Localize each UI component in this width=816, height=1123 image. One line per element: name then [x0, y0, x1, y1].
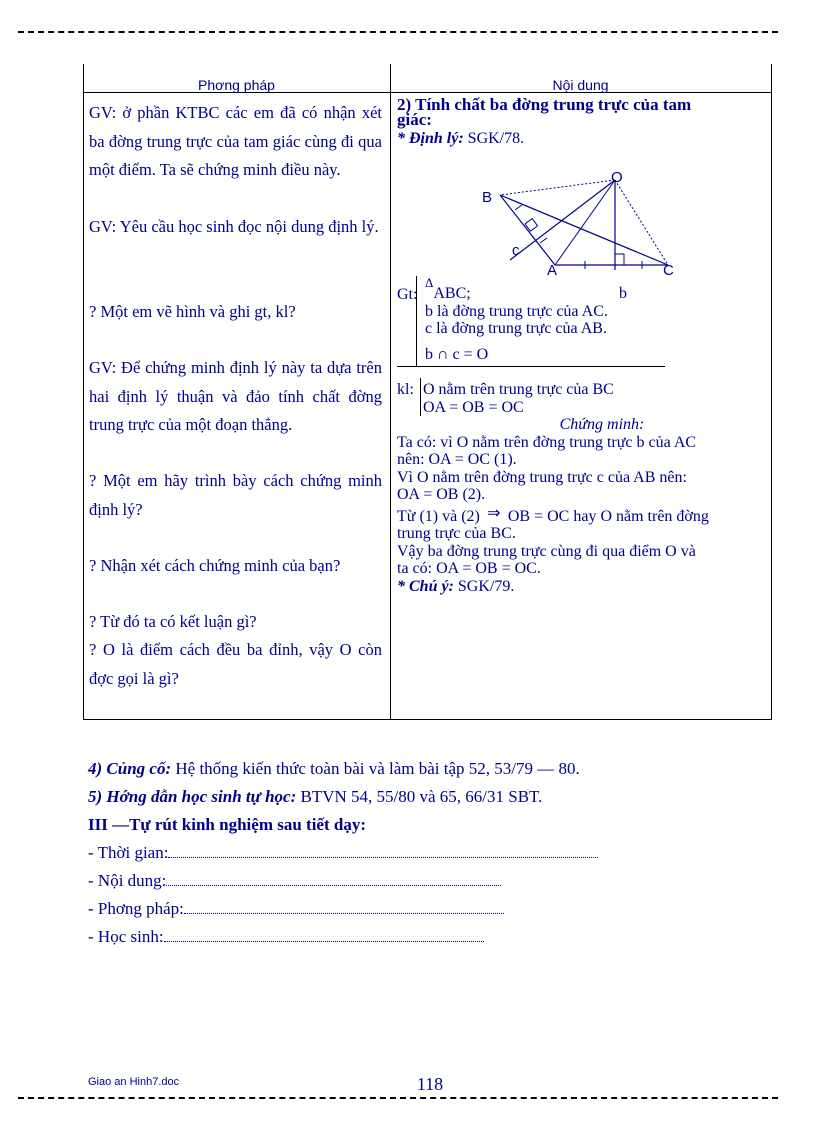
dotted-fill [164, 935, 484, 942]
item-line: - Học sinh: [88, 923, 768, 951]
label-O: O [611, 169, 623, 186]
section3-title: III —Tự rút kinh nghiệm sau tiết dạy: [88, 815, 367, 834]
note-ref: SGK/79. [457, 577, 515, 595]
kl-line: OA = OB = OC [423, 398, 524, 416]
item-line: - Thời gian: [88, 839, 768, 867]
header-left: Phơng pháp [198, 77, 275, 93]
table-left-border [83, 64, 84, 720]
label-b: b [619, 285, 627, 302]
cung-co-text: Hệ thống kiến thức toàn bài và làm bài tập 52, 53/79 — 80. [175, 759, 580, 778]
gt-label: Gt: [397, 286, 418, 303]
label-B: B [482, 189, 493, 206]
note-line [397, 578, 767, 596]
proof-line: Từ (1) và (2) ⇒ OB = OC hay O nằm trên đờng [397, 504, 709, 525]
proof-line: nên: OA = OC (1). [397, 451, 517, 468]
left-paragraph: ? Một em vẽ hình và ghi gt, kl? [89, 302, 296, 321]
gt-line: b là đờng trung trực của AC. [425, 302, 608, 320]
right-column [397, 96, 767, 148]
gt-divider [416, 276, 417, 366]
proof-block [397, 416, 767, 595]
dotted-fill [168, 851, 598, 858]
item-line: - Phơng pháp: [88, 895, 768, 923]
huong-dan-label: 5) Hớng dẫn học sinh tự học: [88, 787, 297, 806]
bottom-section [88, 755, 768, 951]
note-label: * Chú ý: [397, 577, 454, 595]
right-angle-b [615, 254, 624, 265]
proof-line: trung trực của BC. [397, 525, 516, 542]
segment-OC [615, 180, 668, 265]
proof-line: ta có: OA = OB = OC. [397, 560, 541, 577]
proof-line: OA = OB (2). [397, 486, 486, 503]
tick [540, 238, 547, 243]
bisector-c [510, 180, 615, 260]
left-column [89, 99, 382, 693]
tick [515, 205, 522, 210]
table-right-border [771, 64, 772, 720]
proof-line: Vì O nằm trên đờng trung trực c của AB nên: [397, 468, 687, 486]
label-C: C [663, 262, 674, 279]
item-line: - Nội dung: [88, 867, 768, 895]
huong-dan-text: BTVN 54, 55/80 và 65, 66/31 SBT. [300, 787, 543, 806]
gt-line: b ∩ c = O [425, 345, 489, 363]
kl-label: kl: [397, 381, 414, 398]
gt-line: c là đờng trung trực của AB. [425, 320, 607, 337]
left-paragraph: ? Một em hãy trình bày cách chứng minh định lý? [89, 471, 382, 519]
label-c: c [512, 242, 520, 259]
cung-co-label: 4) Củng cố: [88, 759, 172, 778]
footer-filename: Giao an Hinh7.doc [88, 1076, 180, 1088]
huong-dan-line [88, 783, 768, 811]
side-BA [500, 195, 555, 265]
table-bottom-rule [83, 719, 771, 720]
proof-line: Ta có: vì O nằm trên đờng trung trực b của AC [397, 433, 697, 451]
proof-line: Vậy ba đờng trung trực cùng đi qua điểm O và [397, 542, 696, 560]
implies-icon: ⇒ [487, 504, 501, 522]
page-number: 118 [416, 1074, 444, 1094]
label-A: A [547, 262, 558, 279]
section-title-cont: giác: [397, 110, 432, 129]
gt-kl-separator [397, 366, 665, 367]
side-BC [500, 195, 668, 265]
section-title: 2) Tính chất ba đờng trung trực của tam [397, 95, 692, 114]
left-paragraph: GV: ở phần KTBC các em đã có nhận xét ba đờng trung trực của tam giác cùng đi qua một điểm. Ta sẽ chứng minh điều này. [89, 103, 382, 179]
theorem-line [397, 130, 767, 148]
proof-title: Chứng minh: [559, 416, 645, 433]
triangle-icon: Δ [425, 275, 434, 290]
dotted-fill [166, 879, 501, 886]
gt-line: $^\Delta$ABC; b [425, 275, 627, 302]
page-bottom-border [18, 1097, 778, 1099]
segment-OA [555, 180, 615, 265]
page-top-border [18, 31, 778, 33]
theorem-label: * Định lý: [397, 130, 464, 147]
table-middle-border [390, 64, 391, 720]
header-right: Nội dung [552, 77, 609, 93]
left-paragraph: GV: Để chứng minh định lý này ta dựa trên hai định lý thuận và đảo tính chất đờng trung trực của một đoạn thẳng. [89, 358, 382, 434]
kl-line: O nằm trên trung trực của BC [423, 381, 614, 398]
dotted-fill [184, 907, 504, 914]
left-paragraph: ? Nhận xét cách chứng minh của bạn? [89, 556, 341, 575]
gt-lines [425, 275, 765, 363]
triangle-figure [470, 165, 690, 280]
theorem-ref: SGK/78. [467, 130, 525, 147]
left-paragraph: ? Từ đó ta có kết luận gì? [89, 612, 257, 631]
kl-lines [423, 381, 614, 416]
left-paragraph: ? O là điểm cách đều ba đỉnh, vậy O còn đợc gọi là gì? [89, 640, 382, 688]
kl-divider [420, 378, 421, 416]
cung-co-line [88, 755, 768, 783]
left-paragraph: GV: Yêu cầu học sinh đọc nội dung định lý. [89, 217, 379, 236]
